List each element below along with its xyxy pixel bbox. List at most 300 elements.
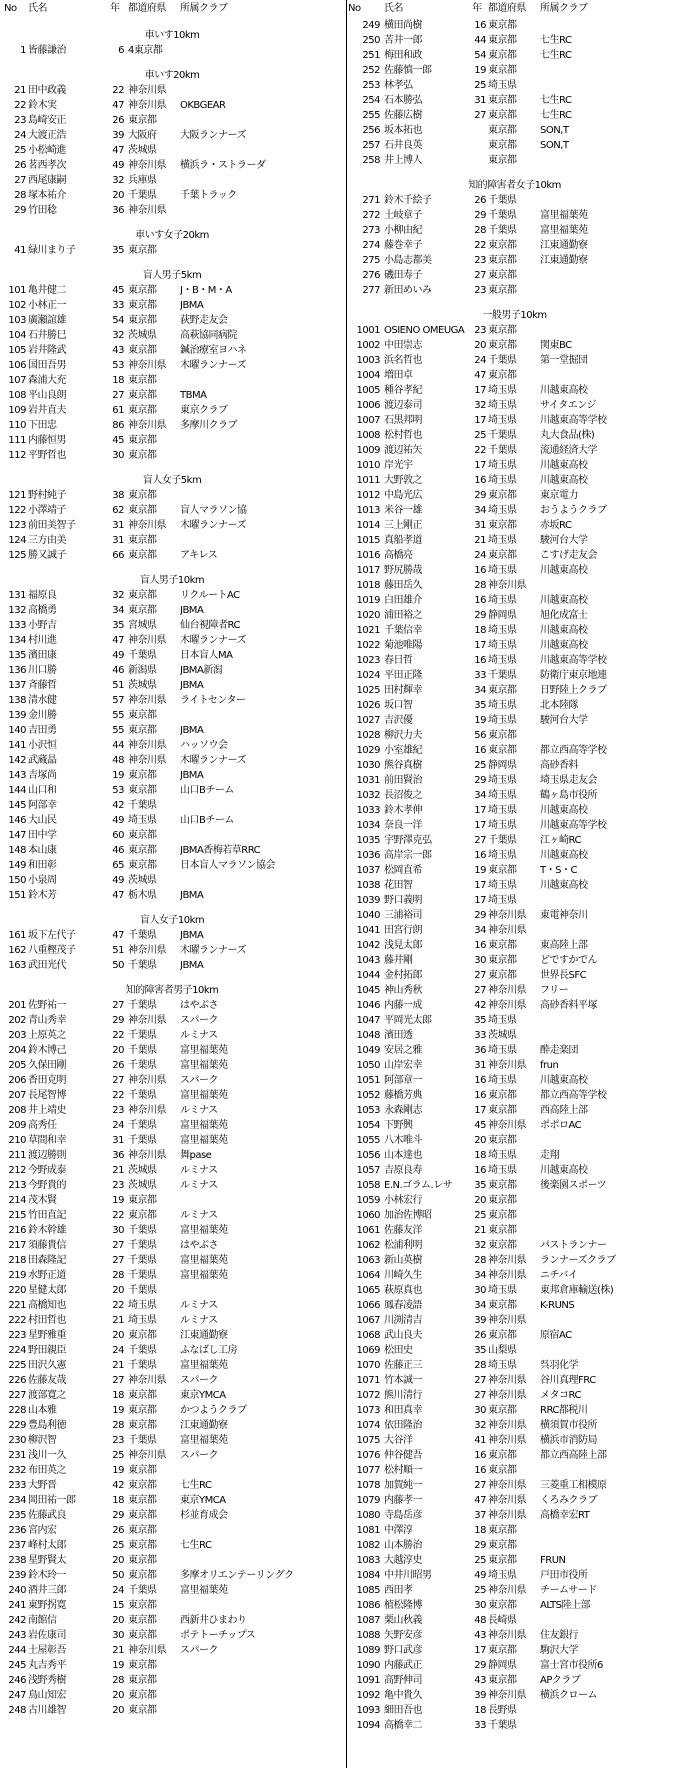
section-title: [0, 228, 344, 243]
runner-name: 藤橋芳典: [384, 1090, 422, 1101]
bib-number: 22: [14, 100, 26, 111]
runner-name: 加治佐博昭: [384, 1210, 432, 1221]
runner-age: 51: [112, 945, 124, 956]
entry-row: [348, 1238, 681, 1253]
entry-row: [348, 458, 681, 473]
runner-name: 小沢恒: [28, 740, 57, 751]
runner-age: 35: [474, 1345, 486, 1356]
entry-row: [348, 1073, 681, 1088]
club-name: 駿河台大学: [540, 535, 588, 546]
club-name: 川越東高等学校: [540, 415, 607, 426]
bib-number: 1060: [356, 1210, 380, 1221]
runner-name: 下野興: [384, 1120, 413, 1131]
club-name: 杉並育成会: [180, 1510, 228, 1521]
bib-number: 249: [362, 20, 380, 31]
entry-row: [0, 433, 344, 448]
runner-name: 浦田裕之: [384, 610, 422, 621]
runner-name: 岩井隆武: [28, 345, 66, 356]
runner-name: 鈴木幹雄: [28, 1225, 66, 1236]
club-name: ポテトーチップス: [180, 1630, 256, 1641]
club-name: 鍼治療室ヨハネ: [180, 345, 247, 356]
club-name: 川越東高校: [540, 460, 588, 471]
club-name: 駒沢大学: [540, 1645, 578, 1656]
entry-row: [348, 1268, 681, 1283]
bib-number: 1061: [356, 1225, 380, 1236]
prefecture: 千葉県: [128, 1240, 157, 1251]
bib-number: 1065: [356, 1285, 380, 1296]
entry-row: [348, 1703, 681, 1718]
bib-number: 101: [8, 285, 26, 296]
runner-age: 27: [474, 985, 486, 996]
entry-row: [0, 783, 344, 798]
runner-name: 柳沢智: [28, 1435, 57, 1446]
runner-name: 松村順一: [384, 1465, 422, 1476]
club-name: 川越東高校: [540, 625, 588, 636]
club-name: 七生RC: [540, 35, 572, 46]
club-name: 駿河台大学: [540, 715, 588, 726]
prefecture: 埼玉県: [128, 815, 157, 826]
prefecture: 千葉県: [488, 225, 517, 236]
entry-row: [0, 1583, 344, 1598]
prefecture: 神奈川県: [488, 1270, 526, 1281]
entry-row: [0, 403, 344, 418]
runner-name: 宇野澤克弘: [384, 835, 432, 846]
prefecture: 東京都: [488, 1135, 517, 1146]
bib-number: 41: [14, 245, 26, 256]
entry-row: [348, 153, 681, 168]
header-name: 氏名: [384, 3, 403, 14]
runner-age: 30: [474, 955, 486, 966]
bib-number: 161: [8, 930, 26, 941]
entry-row: [0, 1193, 344, 1208]
prefecture: 千葉県: [128, 1270, 157, 1281]
runner-age: 21: [474, 535, 486, 546]
prefecture: 東京都: [488, 1405, 517, 1416]
runner-name: E.N.ゴラム.レサ: [384, 1180, 453, 1191]
bib-number: 28: [14, 190, 26, 201]
entry-row: [348, 803, 681, 818]
runner-name: 増田卓: [384, 370, 413, 381]
runner-name: 田沢久憲: [28, 1360, 66, 1371]
runner-age: 20: [112, 190, 124, 201]
runner-name: 藤巻幸子: [384, 240, 422, 251]
section-gap: [348, 168, 681, 178]
entry-row: [0, 1223, 344, 1238]
runner-name: 植松隆博: [384, 1600, 422, 1611]
club-name: JBMA: [180, 890, 204, 901]
prefecture: 東京都: [488, 340, 517, 351]
club-name: リクルートAC: [180, 590, 240, 601]
bib-number: 1069: [356, 1345, 380, 1356]
prefecture: 神奈川県: [488, 1420, 526, 1431]
club-name: ルミナス: [180, 1165, 218, 1176]
runner-age: 25: [474, 1585, 486, 1596]
runner-name: 香田克明: [28, 1075, 66, 1086]
entry-row: [348, 1418, 681, 1433]
bib-number: 1087: [356, 1615, 380, 1626]
entry-row: [0, 888, 344, 903]
runner-age: 19: [112, 1195, 124, 1206]
prefecture: 神奈川県: [128, 1075, 166, 1086]
prefecture: 神奈川県: [128, 205, 166, 216]
runner-name: 星健太郎: [28, 1285, 66, 1296]
entry-row: [348, 1463, 681, 1478]
header-no: No: [348, 3, 361, 14]
entry-row: [348, 1538, 681, 1553]
club-name: 横須賀市役所: [540, 1420, 597, 1431]
prefecture: 東京都: [488, 490, 517, 501]
runner-name: 青山秀幸: [28, 1015, 66, 1026]
bib-number: 125: [8, 550, 26, 561]
bib-number: 1021: [356, 625, 380, 636]
entry-row: [0, 1343, 344, 1358]
runner-name: 吉原良寿: [384, 1165, 422, 1176]
club-name: JBMA: [180, 725, 204, 736]
runner-age: 27: [474, 270, 486, 281]
club-name: 走翔: [540, 1150, 559, 1161]
prefecture: 東京都: [128, 505, 157, 516]
runner-age: 46: [112, 845, 124, 856]
runner-name: 大越淳史: [384, 1555, 422, 1566]
entry-row: [348, 683, 681, 698]
entry-row: [0, 143, 344, 158]
bib-number: 124: [8, 535, 26, 546]
bib-number: 206: [8, 1075, 26, 1086]
bib-number: 1072: [356, 1390, 380, 1401]
bib-number: 1070: [356, 1360, 380, 1371]
runner-name: 新田めいみ: [384, 285, 432, 296]
prefecture: 茨城県: [128, 1165, 157, 1176]
entry-row: [348, 208, 681, 223]
section-title: [0, 983, 344, 998]
runner-name: 茗西孝次: [28, 160, 66, 171]
runner-age: 17: [474, 415, 486, 426]
club-name: チームサード: [540, 1585, 597, 1596]
bib-number: 272: [362, 210, 380, 221]
club-name: 埼玉県走友会: [540, 775, 597, 786]
club-name: 高砂香料: [540, 760, 578, 771]
entry-row: [348, 713, 681, 728]
entry-row: [0, 843, 344, 858]
prefecture: 東京都: [128, 535, 157, 546]
runner-age: 17: [474, 1105, 486, 1116]
prefecture: 東京都: [128, 1540, 157, 1551]
entry-row: [0, 173, 344, 188]
entry-row: [0, 1388, 344, 1403]
entry-row: [348, 533, 681, 548]
bib-number: 1006: [356, 400, 380, 411]
prefecture: 東京都: [488, 95, 517, 106]
runner-name: 高岸宗一郎: [384, 850, 432, 861]
entry-row: [0, 693, 344, 708]
runner-name: 三上剛正: [384, 520, 422, 531]
prefecture: 埼玉県: [488, 1015, 517, 1026]
club-name: 富里福葉苑: [540, 225, 588, 236]
club-name: 多摩川クラブ: [180, 420, 237, 431]
bib-number: 149: [8, 860, 26, 871]
bib-number: 1017: [356, 565, 380, 576]
bib-number: 212: [8, 1165, 26, 1176]
club-name: 富里福葉苑: [180, 1270, 228, 1281]
runner-name: 菊池唯陽: [384, 640, 422, 651]
club-name: APクラブ: [540, 1675, 581, 1686]
runner-age: 47: [474, 1495, 486, 1506]
runner-age: 43: [474, 1630, 486, 1641]
club-name: スパーク: [180, 1015, 218, 1026]
runner-age: 33: [474, 670, 486, 681]
runner-name: 吉沢優: [384, 715, 413, 726]
entry-row: [348, 908, 681, 923]
runner-name: 山岸宏幸: [384, 1060, 422, 1071]
entry-row: [0, 1643, 344, 1658]
prefecture: 東京都: [488, 270, 517, 281]
runner-age: 22: [112, 85, 124, 96]
prefecture: 神奈川県: [128, 100, 166, 111]
entry-row: [348, 938, 681, 953]
club-name: フリー: [540, 985, 569, 996]
runner-age: 35: [112, 245, 124, 256]
club-name: 川越東高校: [540, 1075, 588, 1086]
prefecture: 東京都: [488, 1675, 517, 1686]
section-title-text: 盲人男子10km: [139, 575, 205, 586]
bib-number: 275: [362, 255, 380, 266]
club-name: 赤坂RC: [540, 520, 572, 531]
prefecture: 神奈川県: [128, 160, 166, 171]
runner-age: 29: [474, 910, 486, 921]
bib-number: 271: [362, 195, 380, 206]
prefecture: 千葉県: [488, 1720, 517, 1731]
prefecture: 東京都: [488, 550, 517, 561]
section-gap: [0, 218, 344, 228]
club-name: 木曜ランナーズ: [180, 755, 246, 766]
entry-row: [348, 593, 681, 608]
entry-row: [0, 723, 344, 738]
runner-name: 林孝弘: [384, 80, 413, 91]
runner-name: 下田忠: [28, 420, 57, 431]
section-title-text: 車いす20km: [144, 70, 200, 81]
runner-age: 44: [474, 35, 486, 46]
prefecture: 東京都: [128, 435, 157, 446]
runner-name: 鈴木実: [28, 100, 57, 111]
entry-row: [348, 413, 681, 428]
bib-number: 273: [362, 225, 380, 236]
bib-number: 1057: [356, 1165, 380, 1176]
prefecture: 埼玉県: [488, 640, 517, 651]
runner-name: 国田吾男: [28, 360, 66, 371]
entry-row: [0, 958, 344, 973]
runner-name: 武田光代: [28, 960, 66, 971]
entry-row: [348, 123, 681, 138]
club-name: 舞pase: [180, 1150, 212, 1161]
runner-name: 浅川一久: [28, 1450, 66, 1461]
column-divider: [346, 0, 347, 1768]
runner-name: 山口和: [28, 785, 57, 796]
prefecture: 埼玉県: [488, 655, 517, 666]
bib-number: 1004: [356, 370, 380, 381]
prefecture: 東京都: [488, 1330, 517, 1341]
bib-number: 241: [8, 1600, 26, 1611]
entry-row: [0, 1058, 344, 1073]
entry-row: [0, 1298, 344, 1313]
entry-row: [348, 1403, 681, 1418]
prefecture: 東京都: [128, 490, 157, 501]
prefecture: 千葉県: [128, 1135, 157, 1146]
runner-age: 34: [112, 605, 124, 616]
prefecture: 神奈川県: [128, 85, 166, 96]
runner-name: 内藤武正: [384, 1660, 422, 1671]
runner-name: 野口武彦: [384, 1645, 422, 1656]
bib-number: 228: [8, 1405, 26, 1416]
entry-row: [0, 618, 344, 633]
bib-number: 229: [8, 1420, 26, 1431]
club-name: 東京電力: [540, 490, 578, 501]
runner-age: 24: [112, 1585, 124, 1596]
bib-number: 1015: [356, 535, 380, 546]
prefecture: 神奈川県: [488, 1390, 526, 1401]
club-name: 川越東高等学校: [540, 655, 607, 666]
runner-age: 53: [112, 360, 124, 371]
section-title: [0, 913, 344, 928]
entry-row: [348, 653, 681, 668]
bib-number: 111: [8, 435, 26, 446]
club-name: 日本盲人MA: [180, 650, 233, 661]
header-age: 年: [110, 3, 120, 14]
prefecture: 埼玉県: [488, 400, 517, 411]
club-name: 七生RC: [180, 1480, 212, 1491]
prefecture: 埼玉県: [488, 1360, 517, 1371]
prefecture: 埼玉県: [488, 595, 517, 606]
club-name: JBMA: [180, 770, 204, 781]
club-name: 木曜ランナーズ: [180, 635, 246, 646]
prefecture: 東京都: [128, 345, 157, 356]
entry-row: [348, 253, 681, 268]
runner-name: 栗山秋義: [384, 1615, 422, 1626]
runner-age: 16: [474, 1090, 486, 1101]
club-name: スパーク: [180, 1450, 218, 1461]
bib-number: 1048: [356, 1030, 380, 1041]
bib-number: 254: [362, 95, 380, 106]
entry-row: [0, 343, 344, 358]
runner-age: 23: [474, 255, 486, 266]
section-title: [0, 68, 344, 83]
left-column: [0, 0, 344, 1718]
entry-row: [0, 1598, 344, 1613]
prefecture: 宮城県: [128, 620, 157, 631]
runner-name: 大谷洋: [384, 1435, 413, 1446]
runner-name: 和田真幸: [384, 1405, 422, 1416]
prefecture: 神奈川県: [128, 740, 166, 751]
bib-number: 1011: [356, 475, 380, 486]
bib-number: 122: [8, 505, 26, 516]
entry-row: [0, 283, 344, 298]
prefecture: 茨城県: [128, 330, 157, 341]
runner-age: 18: [474, 1150, 486, 1161]
runner-name: 島崎安正: [28, 115, 66, 126]
bib-number: 232: [8, 1465, 26, 1476]
runner-name: 今野成泰: [28, 1165, 66, 1176]
runner-age: 48: [474, 1615, 486, 1626]
runner-age: 54: [474, 50, 486, 61]
prefecture: 神奈川県: [488, 910, 526, 921]
section-gap: [0, 463, 344, 473]
bib-number: 1016: [356, 550, 380, 561]
bib-number: 162: [8, 945, 26, 956]
prefecture: 埼玉県: [488, 1150, 517, 1161]
runner-name: 土屋彰吾: [28, 1645, 66, 1656]
runner-name: 内藤一成: [384, 1000, 422, 1011]
table-header-row: [0, 0, 344, 18]
runner-name: 小泉周: [28, 875, 57, 886]
bib-number: 150: [8, 875, 26, 886]
runner-name: 柳沢力夫: [384, 730, 422, 741]
runner-name: 野田親臣: [28, 1345, 66, 1356]
runner-name: 東野拐寛: [28, 1600, 66, 1611]
entry-row: [0, 1493, 344, 1508]
prefecture: 埼玉県: [488, 565, 517, 576]
entry-row: [0, 448, 344, 463]
bib-number: 215: [8, 1210, 26, 1221]
entry-row: [0, 1628, 344, 1643]
runner-age: 33: [474, 1720, 486, 1731]
entry-row: [0, 1358, 344, 1373]
runner-age: 19: [474, 65, 486, 76]
runner-age: 56: [474, 730, 486, 741]
entry-row: [348, 998, 681, 1013]
runner-age: 34: [474, 1300, 486, 1311]
runner-name: 永森剛志: [384, 1105, 422, 1116]
runner-age: 47: [112, 930, 124, 941]
runner-age: 23: [474, 325, 486, 336]
entry-row: [348, 1223, 681, 1238]
entry-row: [348, 353, 681, 368]
runner-age: 30: [474, 1285, 486, 1296]
runner-age: 44: [112, 740, 124, 751]
entry-row: [348, 78, 681, 93]
runner-age: 30: [112, 1225, 124, 1236]
bib-number: 1074: [356, 1420, 380, 1431]
entry-row: [0, 548, 344, 563]
entry-row: [348, 383, 681, 398]
runner-age: 22: [474, 240, 486, 251]
bib-number: 240: [8, 1585, 26, 1596]
header-prefecture: 都道府県: [488, 3, 526, 14]
prefecture: 千葉県: [128, 1090, 157, 1101]
entry-row: [348, 878, 681, 893]
prefecture: 東京都: [128, 1330, 157, 1341]
entry-row: [348, 1523, 681, 1538]
runner-name: 峰村太郎: [28, 1540, 66, 1551]
bib-number: 1026: [356, 700, 380, 711]
prefecture: 東京都: [128, 1495, 157, 1506]
runner-name: 八重樫茂子: [28, 945, 76, 956]
runner-age: 24: [112, 1120, 124, 1131]
bib-number: 1010: [356, 460, 380, 471]
prefecture: 神奈川県: [488, 1585, 526, 1596]
entry-row: [0, 533, 344, 548]
prefecture: 東京都: [488, 285, 517, 296]
entry-row: [348, 1613, 681, 1628]
runner-age: 66: [112, 550, 124, 561]
runner-age: 51: [112, 680, 124, 691]
club-name: ルミナス: [180, 1315, 218, 1326]
runner-name: 石本勝弘: [384, 95, 422, 106]
prefecture: 神奈川県: [488, 1315, 526, 1326]
runner-name: 三浦裕司: [384, 910, 422, 921]
club-name: 東電神奈川: [540, 910, 588, 921]
entry-row: [348, 1058, 681, 1073]
runner-name: 中島光広: [384, 490, 422, 501]
runner-name: 茂木賢: [28, 1195, 57, 1206]
